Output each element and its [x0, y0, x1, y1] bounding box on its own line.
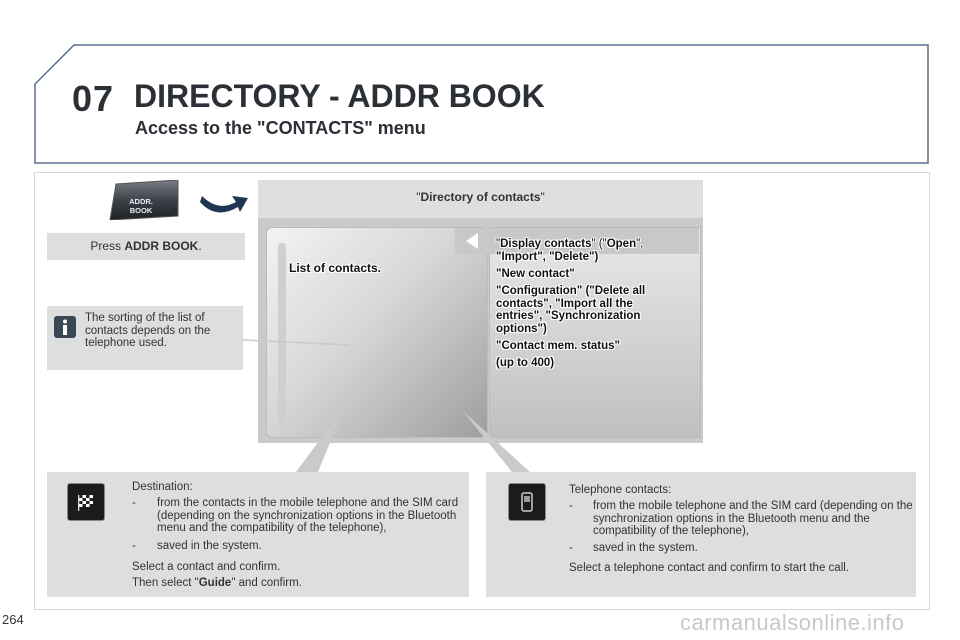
- line2-suffix: " and confirm.: [231, 577, 302, 589]
- menu-item-up-to: (up to 400): [496, 357, 555, 369]
- bullet-dash: -: [569, 500, 573, 512]
- bullet-dash: -: [132, 497, 136, 509]
- page-subtitle: Access to the "CONTACTS" menu: [135, 118, 426, 138]
- list-scroll-strip: [278, 243, 286, 423]
- phone-contact-icon: [508, 483, 546, 521]
- contact-list-panel: [266, 227, 488, 438]
- press-prefix: Press: [90, 239, 125, 253]
- destination-bullet-1: from the contacts in the mobile telephone and the SIM card (depending on the synchronization options in the Bluetooth menu and the compatibility of the telephone),: [157, 497, 459, 534]
- press-instruction: [47, 233, 245, 260]
- chapter-number: 07: [72, 78, 115, 119]
- telephone-line-1: Select a telephone contact and confirm to start the call.: [569, 562, 849, 574]
- line2-key: Guide: [198, 577, 232, 589]
- line2-prefix: Then select ": [132, 577, 199, 589]
- destination-heading: Destination:: [132, 481, 193, 493]
- press-suffix: .: [198, 239, 202, 253]
- list-of-contacts-label: List of contacts.: [289, 261, 382, 275]
- destination-bullet-2: saved in the system.: [157, 540, 262, 552]
- telephone-bullet-2: saved in the system.: [593, 542, 698, 554]
- screen-title: [258, 190, 703, 204]
- destination-line-2: [132, 577, 302, 590]
- bullet-dash: -: [569, 542, 573, 554]
- press-key: ADDR BOOK: [124, 239, 199, 253]
- menu-item-contact-mem-status[interactable]: "Contact mem. status": [496, 340, 621, 352]
- button-label-line1: ADDR.: [129, 197, 153, 206]
- button-label-line2: BOOK: [129, 206, 153, 215]
- menu-display-end: ",: [636, 238, 644, 250]
- menu-item-configuration[interactable]: "Configuration" ("Delete all contacts", "Import all the entries", "Synchronization options"): [496, 285, 646, 335]
- bullet-dash: -: [132, 540, 136, 552]
- watermark: carmanualsonline.info: [680, 610, 905, 635]
- back-triangle-icon[interactable]: [462, 231, 482, 251]
- telephone-bullet-1: from the mobile telephone and the SIM card (depending on the synchronization options in the Bluetooth menu and the compatibility of the telephone),: [593, 500, 913, 537]
- menu-item-new-contact[interactable]: "New contact": [496, 268, 575, 280]
- info-icon: [54, 316, 76, 338]
- menu-display-sub: "Import", "Delete"): [496, 250, 599, 263]
- menu-display-label: Display contacts: [500, 238, 592, 250]
- menu-display-sep: " (": [591, 238, 607, 250]
- info-text: The sorting of the list of contacts depends on the telephone used.: [85, 312, 211, 349]
- page-number: 264: [2, 612, 24, 627]
- screen-title-quote-close: ": [540, 190, 545, 204]
- addr-book-button-label: [119, 197, 163, 215]
- destination-line-1: Select a contact and confirm.: [132, 561, 281, 573]
- telephone-heading: Telephone contacts:: [569, 484, 672, 496]
- menu-display-q: ": [496, 238, 501, 250]
- flag-destination-icon: [67, 483, 105, 521]
- screen-title-quote-open: ": [416, 190, 421, 204]
- page-title: DIRECTORY - ADDR BOOK: [134, 78, 545, 114]
- screen-title-text: Directory of contacts: [420, 190, 541, 204]
- menu-item-display-contacts[interactable]: [496, 238, 696, 263]
- menu-display-open: Open: [606, 238, 637, 250]
- arrow-curved-right-icon: [198, 182, 250, 218]
